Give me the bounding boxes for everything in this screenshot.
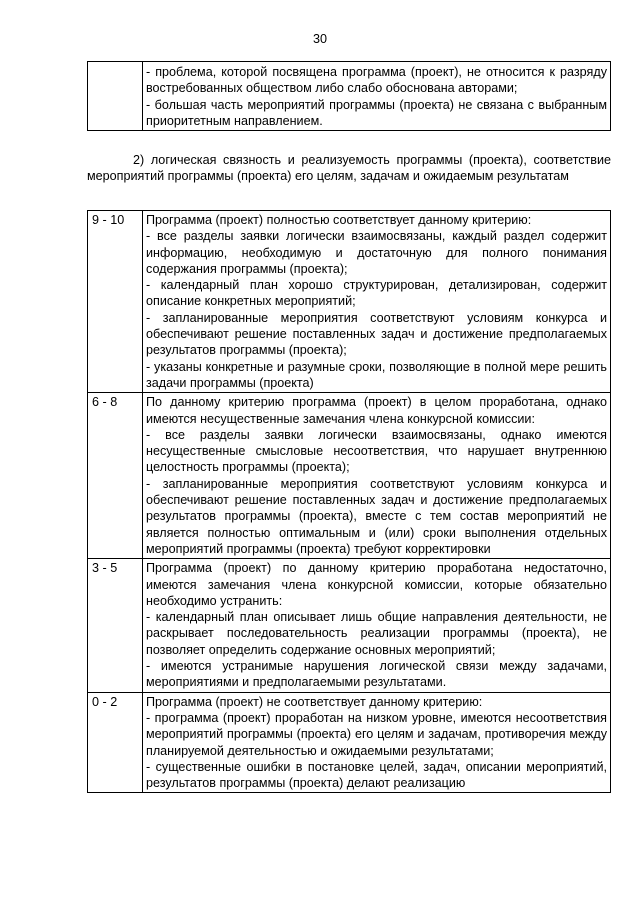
criteria-table-logic (87, 210, 611, 793)
score-cell: 0 - 2 (88, 692, 143, 793)
criterion-line: - программа (проект) проработан на низком уровне, имеются несоответствия мероприятий программы (проекта) его целям и задачам, противоречия между планируемой деятельностью и ожидаемыми результатами; (146, 710, 607, 758)
criterion-line: - проблема, которой посвящена программа (проект), не относится к разряду востребованных обществом либо слабо обоснована авторами; (146, 65, 607, 96)
criterion-line: - имеются устранимые нарушения логической связи между задачами, мероприятиями и предполагаемыми результатами. (146, 659, 607, 690)
table-row (88, 211, 611, 393)
description-cell (143, 211, 611, 393)
criterion-line: - существенные ошибки в постановке целей, задач, описании мероприятий, результатов программы (проекта) делают реализацию (146, 759, 607, 791)
criterion-line: - календарный план хорошо структурирован, детализирован, содержит описание конкретных мероприятий; (146, 278, 607, 309)
criterion-line: - все разделы заявки логически взаимосвязаны, однако имеются несущественные смысловые несоответствия, что нарушает внутреннюю целостность программы (проекта); (146, 427, 607, 475)
page-number: 30 (312, 32, 327, 46)
table-row (88, 692, 611, 793)
score-cell: 9 - 10 (88, 211, 143, 393)
section-heading: 2) логическая связность и реализуемость программы (проекта), соответствие мероприятий программы (проекта) его целям, задачам и ожидаемым результатам (87, 153, 611, 184)
description-cell (143, 692, 611, 793)
criterion-line: - запланированные мероприятия соответствуют условиям конкурса и обеспечивают решение поставленных задач и достижение предполагаемых результатов программы (проекта); (146, 310, 607, 358)
table-row (88, 393, 611, 559)
criterion-line: - календарный план описывает лишь общие направления деятельности, не раскрывает последовательность реализации программы (проекта), не позволяет определить содержание основных мероприятий; (146, 610, 607, 657)
criterion-line: - указаны конкретные и разумные сроки, позволяющие в полной мере решить задачи программы (проекта) (146, 359, 607, 390)
criterion-line: - большая часть мероприятий программы (проекта) не связана с выбранным приоритетным направлением. (146, 97, 607, 128)
score-cell: 6 - 8 (88, 393, 143, 559)
table-row (88, 559, 611, 692)
criterion-line: - все разделы заявки логически взаимосвязаны, каждый раздел содержит информацию, необходимую и достаточную для полного понимания содержания программы (проекта); (146, 229, 607, 276)
criterion-line: - запланированные мероприятия соответствуют условиям конкурса и обеспечивают решение поставленных задач и достижение предполагаемых результатов программы (проекта), вместе с тем состав мероприятий не является полностью оптимальным и (или) сроки выполнения отдельных мероприятий программы (проекта) требуют корректировки (146, 476, 607, 556)
score-cell: 3 - 5 (88, 559, 143, 692)
table-row (88, 62, 611, 131)
criteria-table-continued (87, 61, 611, 131)
description-cell (143, 559, 611, 692)
score-cell (88, 62, 143, 131)
criterion-line: Программа (проект) по данному критерию проработана недостаточно, имеются замечания члена конкурсной комиссии, которые обязательно необходимо устранить: (146, 561, 607, 608)
description-cell (143, 393, 611, 559)
criterion-line: Программа (проект) не соответствует данному критерию: (146, 694, 483, 709)
description-cell (143, 62, 611, 131)
criterion-line: По данному критерию программа (проект) в целом проработана, однако имеются несущественные замечания члена конкурсной комиссии: (146, 395, 607, 426)
criterion-line: Программа (проект) полностью соответствует данному критерию: (146, 213, 532, 227)
